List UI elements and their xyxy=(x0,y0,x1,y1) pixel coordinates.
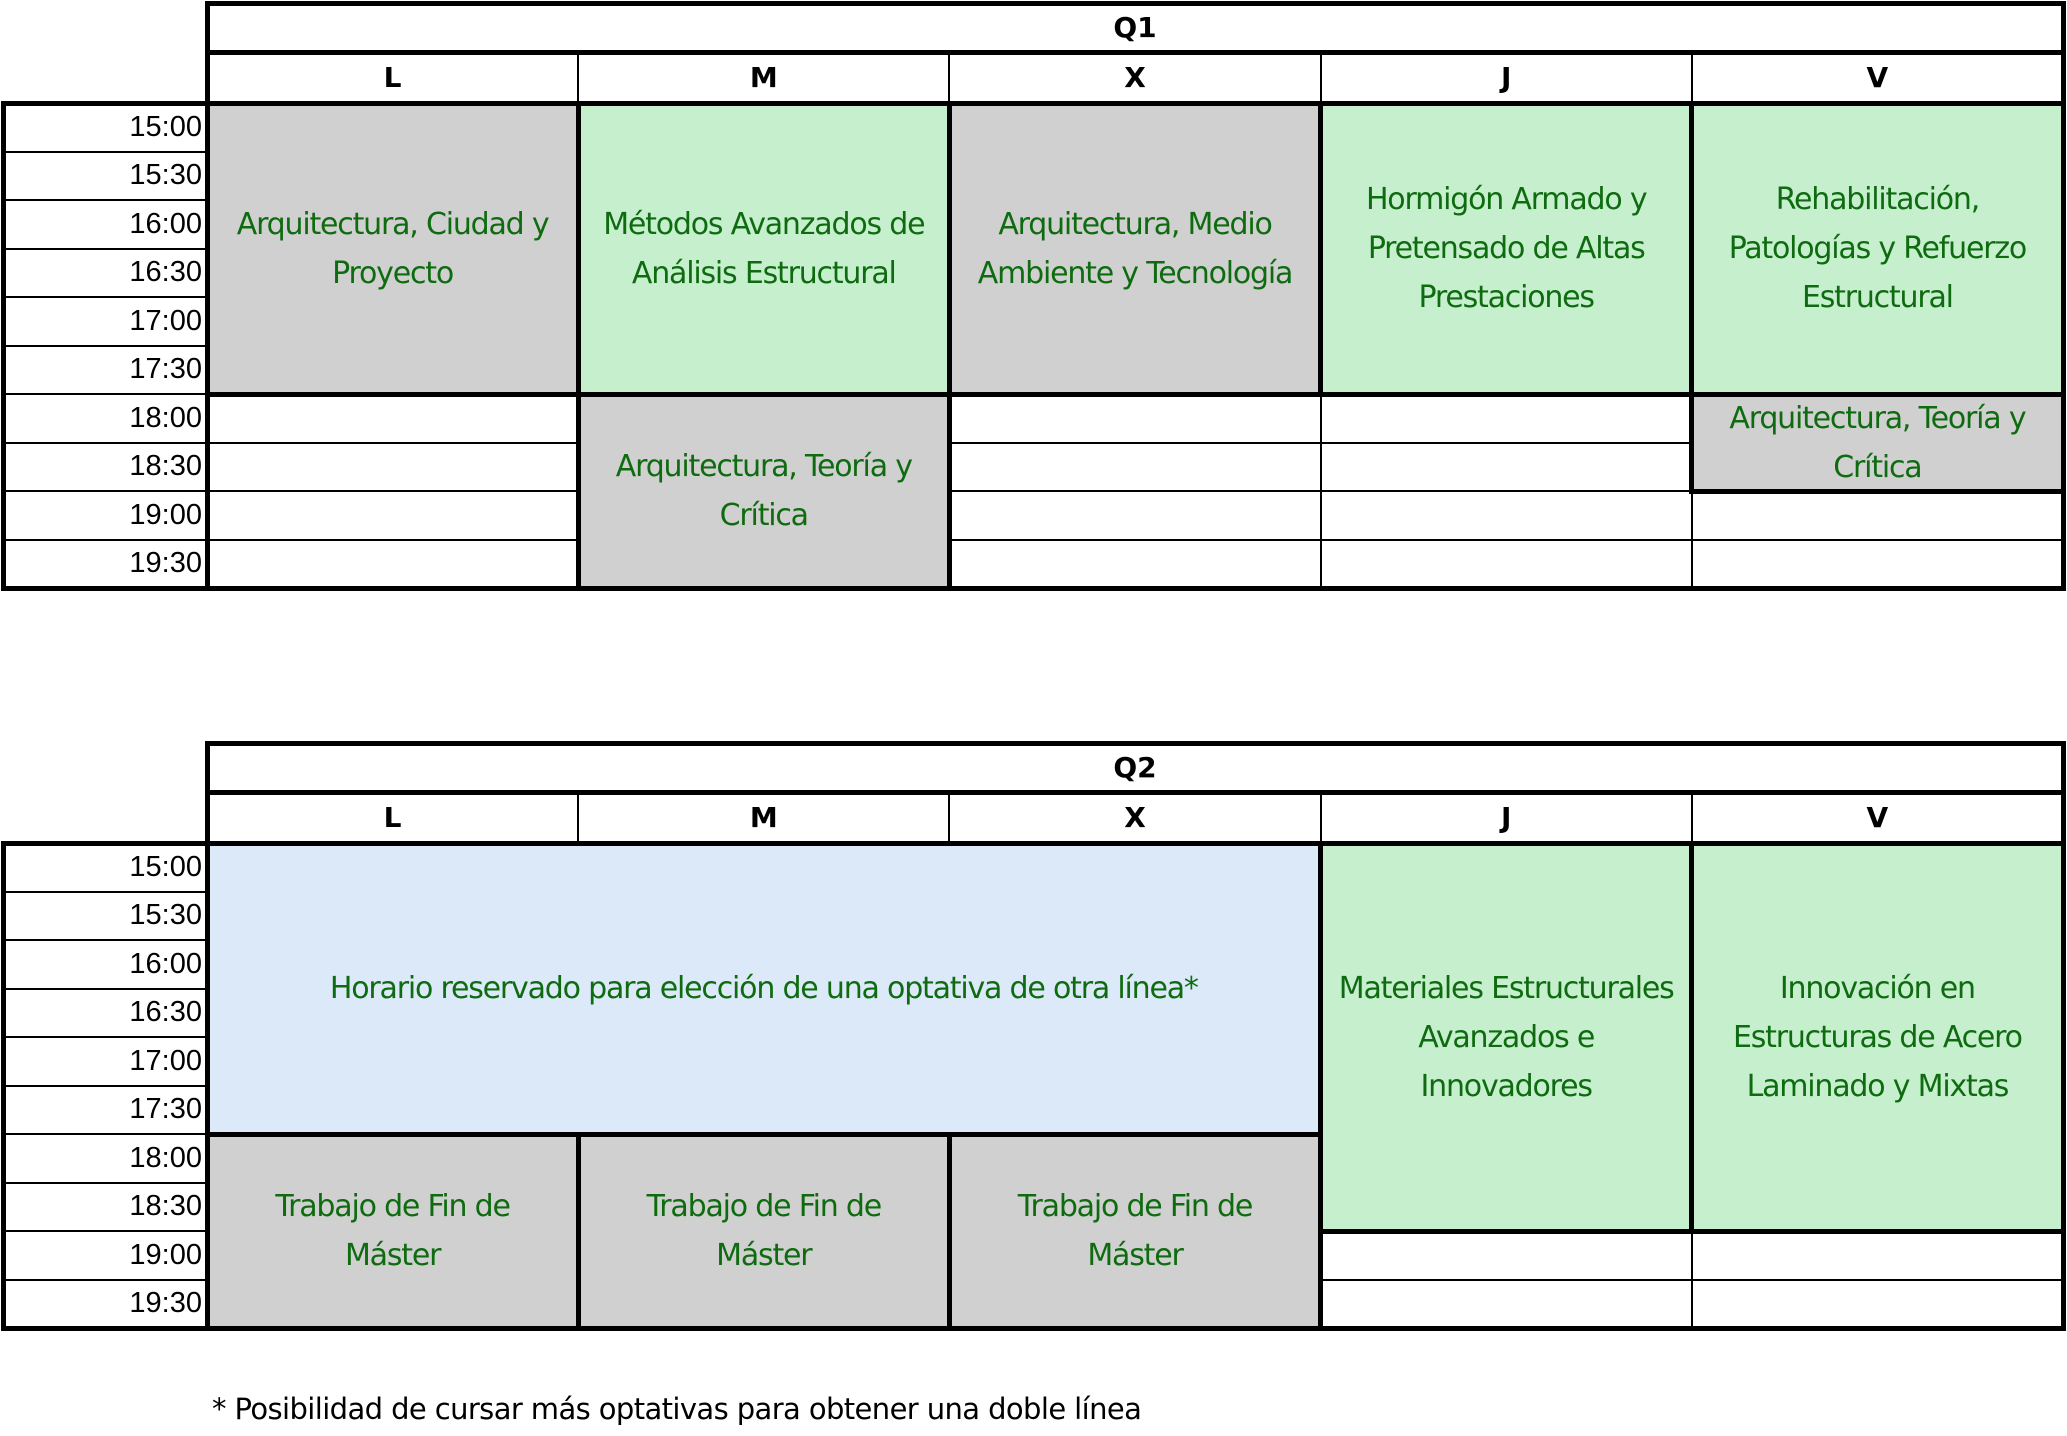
cell-column-divider xyxy=(1689,440,1694,494)
time-row-divider xyxy=(2,151,208,153)
cell-row-divider xyxy=(1318,1229,1694,1234)
time-row-divider xyxy=(2,199,208,201)
cell-row-divider xyxy=(1689,392,2065,397)
cell-row-divider xyxy=(205,1132,581,1137)
cell-column-divider xyxy=(1689,246,1694,300)
cell-row-divider xyxy=(1689,489,2065,494)
cell-row-divider xyxy=(206,490,579,492)
cell-column-divider xyxy=(947,392,952,446)
q2-horario-reservado-optativa: Horario reservado para elección de una optativa de otra línea* xyxy=(329,971,1198,1006)
cell-column-divider xyxy=(1318,246,1323,300)
cell-column-divider xyxy=(576,295,581,349)
cell-column-divider xyxy=(576,149,581,203)
time-column-bottom-border xyxy=(1,1326,210,1331)
day-header: V xyxy=(1866,61,1889,94)
time-row-divider xyxy=(2,1182,208,1184)
cell-column-divider xyxy=(947,343,952,397)
time-label: 16:00 xyxy=(129,207,202,240)
time-label: 17:30 xyxy=(129,353,202,386)
q1-x-arquitectura-medio-ambiente: Arquitectura, Medio Ambiente y Tecnología xyxy=(977,206,1293,291)
time-label: 15:00 xyxy=(129,110,202,143)
day-header-divider xyxy=(948,791,950,844)
time-row-divider xyxy=(2,1085,208,1087)
time-row-divider xyxy=(2,490,208,492)
cell-column-divider xyxy=(1318,1180,1323,1234)
body-bottom-border xyxy=(205,586,2066,591)
cell-row-divider xyxy=(948,490,1321,492)
header-left-border xyxy=(205,741,210,846)
time-label: 19:30 xyxy=(129,1287,202,1320)
day-header-divider xyxy=(1320,791,1322,844)
cell-column-divider xyxy=(1689,1083,1694,1137)
cell-column-divider xyxy=(576,1229,581,1283)
q2-v-innovacion-estructuras-acero: Innovación en Estructuras de Acero Laminado y Mixtas xyxy=(1732,970,2022,1104)
time-label: 16:30 xyxy=(129,996,202,1029)
cell-row-divider xyxy=(1689,1229,2065,1234)
q1-v-arquitectura-teoria-critica: Arquitectura, Teoría y Crítica xyxy=(1729,400,2026,485)
time-row-divider xyxy=(2,539,208,541)
time-label: 17:00 xyxy=(129,304,202,337)
cell-column-divider xyxy=(947,489,952,543)
time-row-divider xyxy=(2,1133,208,1135)
cell-column-divider xyxy=(1318,841,1323,895)
body-right-border xyxy=(2061,101,2066,591)
cell-column-divider xyxy=(576,392,581,446)
time-label: 19:00 xyxy=(129,498,202,531)
cell-column-divider xyxy=(1318,1035,1323,1089)
cell-column-divider xyxy=(947,149,952,203)
cell-column-divider xyxy=(1318,295,1323,349)
cell-row-divider xyxy=(1691,1279,2064,1281)
cell-column-divider xyxy=(1689,343,1694,397)
cell-row-divider xyxy=(1320,1279,1693,1281)
cell-column-divider xyxy=(1691,1230,1693,1281)
cell-row-divider xyxy=(1320,490,1693,492)
cell-row-divider xyxy=(948,442,1321,444)
day-header-divider xyxy=(1320,51,1322,104)
cell-column-divider xyxy=(947,1229,952,1283)
cell-column-divider xyxy=(1318,343,1323,397)
q2-x-trabajo-fin-master: Trabajo de Fin de Máster xyxy=(1017,1189,1253,1273)
cell-column-divider xyxy=(1318,1083,1323,1137)
day-header: J xyxy=(1500,61,1512,94)
cell-column-divider xyxy=(1320,442,1322,493)
cell-column-divider xyxy=(1689,889,1694,943)
cell-column-divider xyxy=(1318,1132,1323,1186)
day-header: J xyxy=(1500,801,1512,834)
time-label: 17:30 xyxy=(129,1093,202,1126)
cell-column-divider xyxy=(1689,841,1694,895)
cell-column-divider xyxy=(576,101,581,155)
cell-column-divider xyxy=(947,101,952,155)
time-row-divider xyxy=(2,393,208,395)
footnote: * Posibilidad de cursar más optativas para obtener una doble línea xyxy=(212,1392,1142,1426)
cell-column-divider xyxy=(947,1180,952,1234)
cell-column-divider xyxy=(1691,539,1693,590)
day-header-divider xyxy=(1691,51,1693,104)
cell-column-divider xyxy=(1318,149,1323,203)
day-header-bottom-border xyxy=(205,841,2066,846)
time-column-bottom-border xyxy=(1,586,210,591)
cell-column-divider xyxy=(1691,1279,1693,1330)
time-row-divider xyxy=(2,939,208,941)
cell-row-divider xyxy=(206,442,579,444)
day-header: M xyxy=(749,61,778,94)
cell-column-divider xyxy=(1689,1180,1694,1234)
cell-column-divider xyxy=(576,343,581,397)
body-bottom-border xyxy=(205,1326,2066,1331)
cell-row-divider xyxy=(1318,392,1694,397)
cell-row-divider xyxy=(206,539,579,541)
q1-j-hormigon-armado: Hormigón Armado y Pretensado de Altas Prestaciones xyxy=(1365,182,1647,315)
day-header-bottom-border xyxy=(205,101,2066,106)
cell-column-divider xyxy=(947,1132,952,1186)
time-label: 16:00 xyxy=(129,947,202,980)
time-label: 15:30 xyxy=(129,159,202,192)
cell-row-divider xyxy=(576,392,952,397)
cell-row-divider xyxy=(948,539,1321,541)
cell-column-divider xyxy=(1320,539,1322,590)
cell-column-divider xyxy=(1689,101,1694,155)
cell-column-divider xyxy=(1689,938,1694,992)
cell-column-divider xyxy=(1320,393,1322,444)
header-right-border xyxy=(2061,1,2066,106)
time-label: 19:30 xyxy=(129,547,202,580)
time-row-divider xyxy=(2,442,208,444)
q1-l-arquitectura-ciudad-proyecto: Arquitectura, Ciudad y Proyecto xyxy=(236,206,549,291)
time-column-top-border xyxy=(1,101,210,106)
schedule-title: Q2 xyxy=(1113,751,1157,784)
time-label: 19:00 xyxy=(129,1238,202,1271)
cell-column-divider xyxy=(947,440,952,494)
cell-column-divider xyxy=(1689,149,1694,203)
cell-row-divider xyxy=(947,392,1323,397)
day-header-divider xyxy=(1691,791,1693,844)
cell-column-divider xyxy=(1318,1277,1323,1331)
day-header-divider xyxy=(577,51,579,104)
cell-column-divider xyxy=(947,198,952,252)
q2-m-trabajo-fin-master: Trabajo de Fin de Máster xyxy=(646,1189,881,1273)
cell-column-divider xyxy=(1689,986,1694,1040)
time-label: 15:00 xyxy=(129,850,202,883)
cell-column-divider xyxy=(1689,392,1694,446)
time-column-top-border xyxy=(1,841,210,846)
time-label: 18:30 xyxy=(129,450,202,483)
cell-column-divider xyxy=(1689,295,1694,349)
time-label: 18:30 xyxy=(129,1190,202,1223)
time-row-divider xyxy=(2,248,208,250)
cell-column-divider xyxy=(947,537,952,591)
title-bottom-border xyxy=(205,50,2066,55)
cell-column-divider xyxy=(576,246,581,300)
cell-column-divider xyxy=(1689,198,1694,252)
time-row-divider xyxy=(2,296,208,298)
cell-column-divider xyxy=(576,1180,581,1234)
cell-column-divider xyxy=(1691,490,1693,541)
cell-row-divider xyxy=(205,392,581,397)
day-header-divider xyxy=(948,51,950,104)
cell-column-divider xyxy=(947,295,952,349)
time-row-divider xyxy=(2,1230,208,1232)
cell-column-divider xyxy=(576,1132,581,1186)
cell-column-divider xyxy=(1318,101,1323,155)
cell-row-divider xyxy=(1691,539,2064,541)
time-row-divider xyxy=(2,891,208,893)
schedule-q1 xyxy=(0,0,2067,600)
time-label: 18:00 xyxy=(129,1141,202,1174)
cell-column-divider xyxy=(576,440,581,494)
day-header: V xyxy=(1866,801,1889,834)
cell-column-divider xyxy=(1689,1035,1694,1089)
cell-column-divider xyxy=(576,537,581,591)
cell-column-divider xyxy=(1318,986,1323,1040)
time-row-divider xyxy=(2,1036,208,1038)
day-header: X xyxy=(1124,801,1146,834)
time-label: 17:00 xyxy=(129,1044,202,1077)
cell-row-divider xyxy=(1320,539,1693,541)
cell-column-divider xyxy=(1320,490,1322,541)
time-label: 16:30 xyxy=(129,256,202,289)
q1-m-arquitectura-teoria-critica: Arquitectura, Teoría y Crítica xyxy=(615,449,912,533)
title-bottom-border xyxy=(205,790,2066,795)
time-row-divider xyxy=(2,345,208,347)
header-left-border xyxy=(205,1,210,106)
q2-l-trabajo-fin-master: Trabajo de Fin de Máster xyxy=(275,1189,510,1273)
cell-column-divider xyxy=(576,1277,581,1331)
cell-column-divider xyxy=(576,489,581,543)
cell-row-divider xyxy=(576,1132,952,1137)
cell-column-divider xyxy=(1318,198,1323,252)
q2-j-materiales-estructurales: Materiales Estructurales Avanzados e Innovadores xyxy=(1338,970,1674,1104)
schedule-q2 xyxy=(0,740,2067,1340)
q1-m-metodos-avanzados: Métodos Avanzados de Análisis Estructural xyxy=(603,206,925,291)
schedule-title: Q1 xyxy=(1113,11,1157,44)
day-header: X xyxy=(1124,61,1146,94)
time-row-divider xyxy=(2,988,208,990)
time-row-divider xyxy=(2,1279,208,1281)
cell-row-divider xyxy=(1320,442,1693,444)
body-right-border xyxy=(2061,841,2066,1331)
header-top-border xyxy=(205,741,2066,746)
day-header: L xyxy=(383,801,402,834)
q1-v-rehabilitacion: Rehabilitación, Patologías y Refuerzo Estructural xyxy=(1728,182,2027,315)
cell-column-divider xyxy=(947,246,952,300)
cell-column-divider xyxy=(576,198,581,252)
cell-row-divider xyxy=(947,1132,1323,1137)
day-header: M xyxy=(749,801,778,834)
cell-column-divider xyxy=(947,1277,952,1331)
time-label: 18:00 xyxy=(129,401,202,434)
day-header: L xyxy=(383,61,402,94)
cell-column-divider xyxy=(1318,1229,1323,1283)
time-label: 15:30 xyxy=(129,899,202,932)
day-header-divider xyxy=(577,791,579,844)
cell-column-divider xyxy=(1318,889,1323,943)
header-top-border xyxy=(205,1,2066,6)
cell-column-divider xyxy=(1689,1132,1694,1186)
cell-column-divider xyxy=(1318,938,1323,992)
header-right-border xyxy=(2061,741,2066,846)
